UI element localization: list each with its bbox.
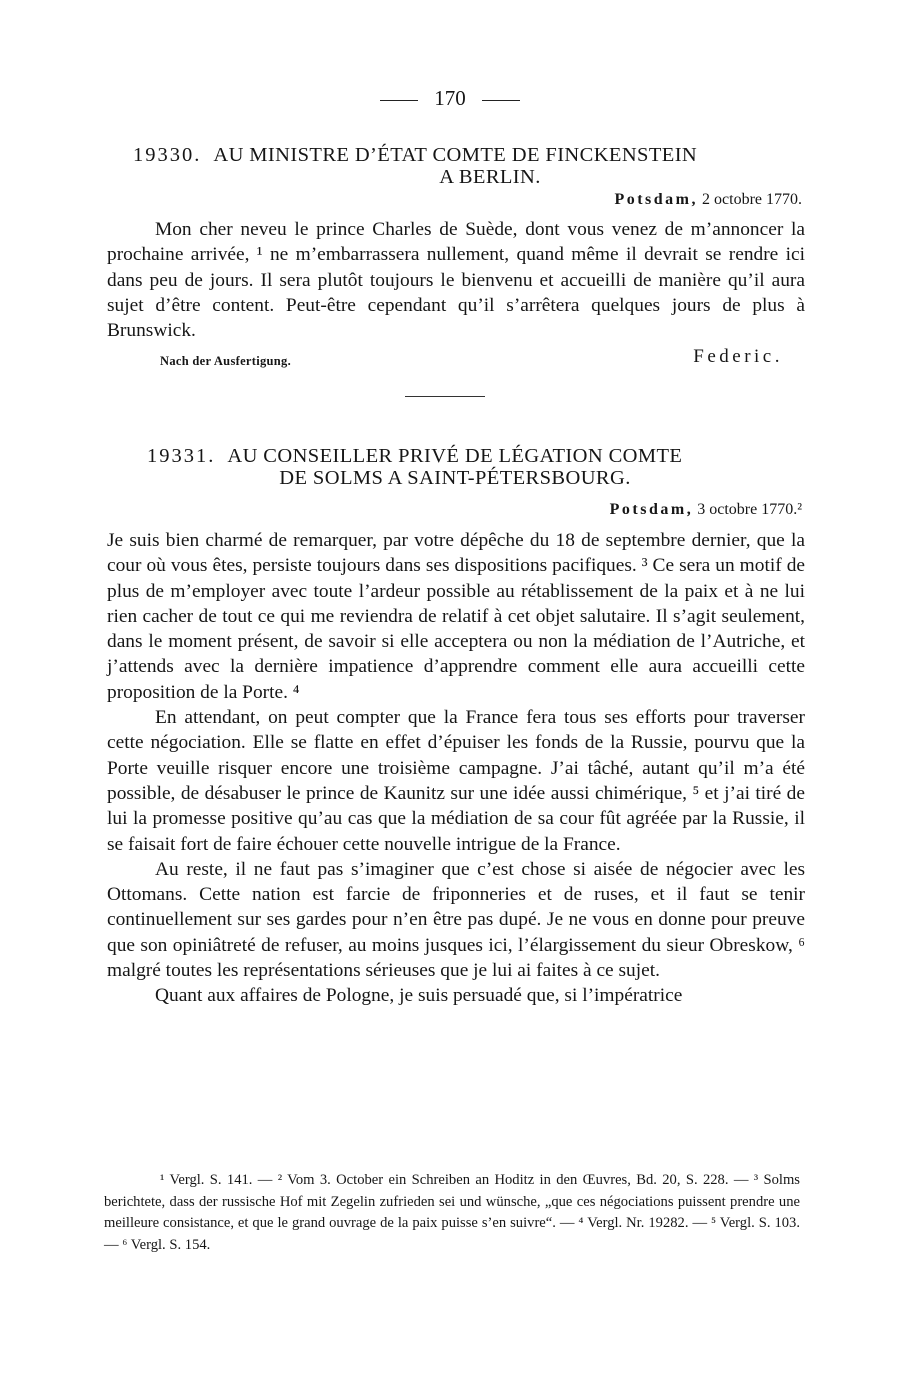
letter-paragraph: Mon cher neveu le prince Charles de Suède, dont vous venez de m’annoncer la prochaine arrivée, ¹ ne m’embarrassera nullement, quand même il devrait se rendre ici dans peu de jours. Il sera plutôt toujours le bienvenu et accueilli de manière qu’il aura sujet d’être content. Peut-être cependant qu’il s’arrêtera quelques jours de plus à Brunswick. <box>107 219 805 342</box>
letter-body <box>107 217 805 343</box>
footnotes <box>104 1170 800 1256</box>
letter-separator <box>405 396 485 397</box>
letter-recipient-location: DE SOLMS A SAINT-PÉTERSBOURG. <box>279 467 631 489</box>
letter-dateline <box>610 501 802 519</box>
letter-paragraph: Quant aux affaires de Pologne, je suis persuadé que, si l’impératrice <box>155 985 683 1007</box>
letter-heading-19331 <box>147 443 682 469</box>
letter-recipient: AU MINISTRE D’ÉTAT COMTE DE FINCKENSTEIN <box>213 144 698 166</box>
header-rule-right <box>482 100 520 101</box>
date-text: 2 octobre 1770. <box>702 191 802 208</box>
letter-heading-19330 <box>133 142 697 168</box>
letter-recipient: AU CONSEILLER PRIVÉ DE LÉGATION COMTE <box>227 445 683 467</box>
letter-paragraph: Je suis bien charmé de remarquer, par votre dépêche du 18 de septembre dernier, que la cour où vous êtes, persiste toujours dans ses dispositions pacifiques. ³ Ce sera un motif de plus de m’employer avec toute l’ardeur possible au rétablissement de la paix et à ne lui rien cacher de tout ce qui me reviendra de relatif à cet objet salutaire. Il s’agit seulement, dans le moment présent, de savoir si elle acceptera ou non la médiation de l’Autriche, et j’attends avec la dernière impatience d’apprendre comment elle aura accueilli cette proposition de la Porte. ⁴ <box>107 530 805 703</box>
letter-paragraph: Au reste, il ne faut pas s’imaginer que c’est chose si aisée de négocier avec les Ottomans. Cette nation est farcie de friponneries et de ruses, et il faut se tenir continuellement sur ses gardes pour n’en être pas dupé. Je ne vous en donne pour preuve que son opiniâtreté de refuser, au moins jusques ici, l’élargissement du sieur Obreskow, ⁶ malgré toutes les représentations sérieuses que je lui ai faites à ce sujet. <box>107 858 805 982</box>
page-number-header <box>0 86 900 111</box>
letter-paragraph: En attendant, on peut compter que la France fera tous ses efforts pour traverser cette négociation. Elle se flatte en effet d’épuiser les fonds de la Russie, pourvu que la Porte veuille risquer encore une troisième campagne. J’ai tâché, autant qu’il m’a été possible, de désabuser le prince de Kaunitz sur une idée aussi chimérique, ⁵ et j’ai tiré de lui la promesse positive qu’au cas que la médiation de sa cour fût agréée par la Russie, il se faisait fort de faire échouer cette nouvelle intrigue de la France. <box>107 707 805 855</box>
date-place: Potsdam, <box>609 501 694 518</box>
footnote-text: ¹ Vergl. S. 141. — ² Vom 3. October ein Schreiben an Hoditz in den Œuvres, Bd. 20, S. 228. — ³ Solms berichtete, dass der russische Hof mit Zegelin zufrieden sei und wünsche, „que ces négociations puissent prendre une meilleure consistance, et que le grand ouvrage de la paix puisse s’en suivre“. — ⁴ Vergl. Nr. 19282. — ⁵ Vergl. S. 103. — ⁶ Vergl. S. 154. <box>104 1172 800 1253</box>
page-number: 170 <box>434 86 466 110</box>
letter-recipient-location: A BERLIN. <box>439 166 541 188</box>
signature: Federic. <box>693 346 783 367</box>
letter-number: 19330. <box>133 144 202 166</box>
letter-number: 19331. <box>147 445 216 467</box>
date-place: Potsdam, <box>614 191 699 208</box>
source-note: Nach der Ausfertigung. <box>160 354 292 368</box>
letter-body <box>107 528 805 1009</box>
date-text: 3 octobre 1770.² <box>697 501 802 518</box>
letter-dateline <box>614 191 802 209</box>
header-rule-left <box>380 100 418 101</box>
